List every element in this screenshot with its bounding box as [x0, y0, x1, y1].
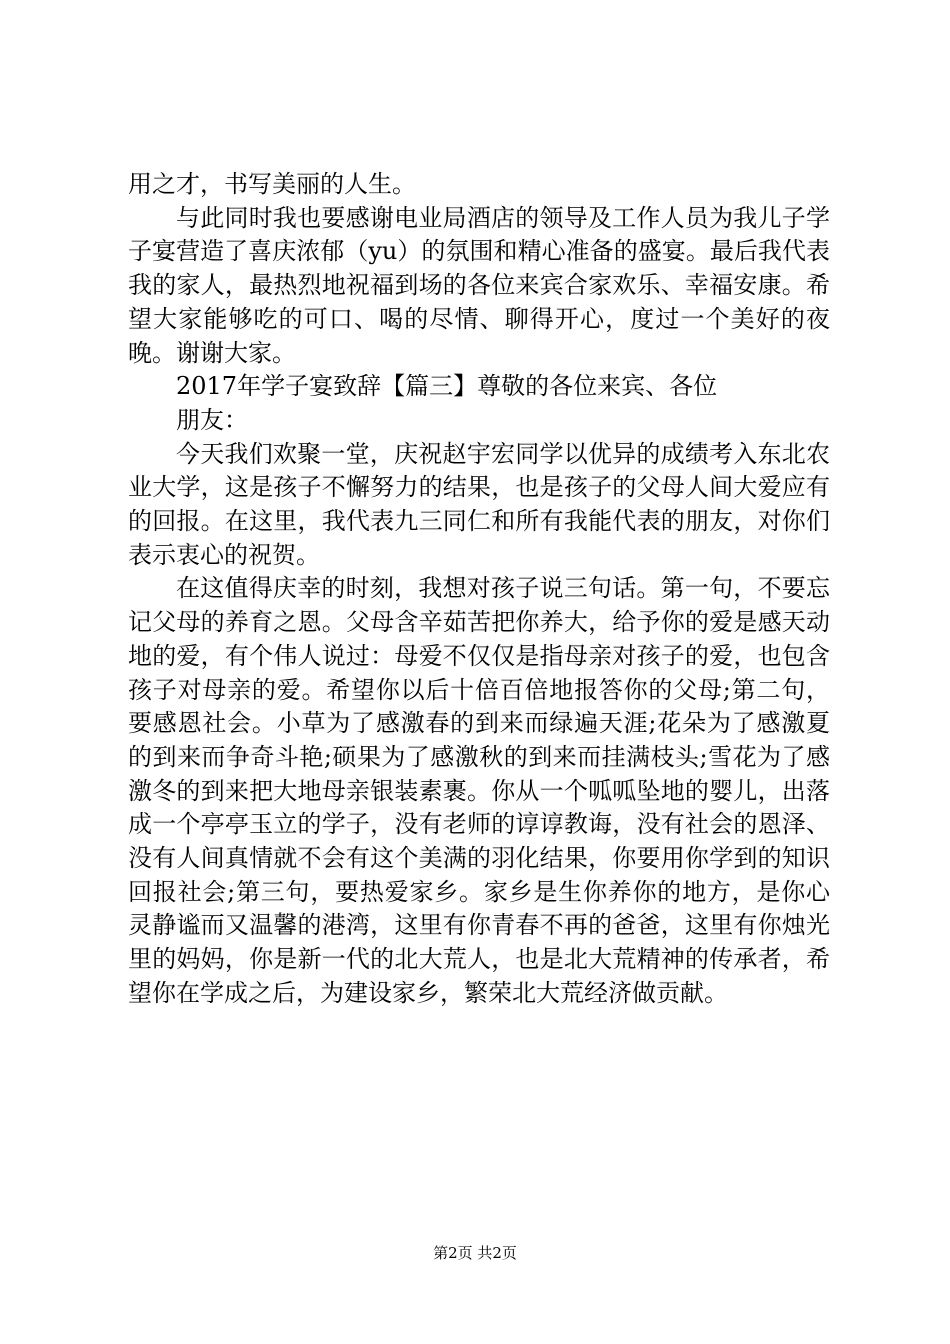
section-heading: 2017年学子宴致辞【篇三】尊敬的各位来宾、各位: [176, 372, 718, 401]
paragraph-thanks: 与此同时我也要感谢电业局酒店的领导及工作人员为我儿子学子宴营造了喜庆浓郁（yu）的氛围和精心准备的盛宴。最后我代表我的家人，最热烈地祝福到场的各位来宾合家欢乐、幸福安康。希望大家能够吃的可口、喝的尽情、聊得开心，度过一个美好的夜晚。谢谢大家。: [128, 203, 830, 367]
paragraph-celebration: 今天我们欢聚一堂，庆祝赵宇宏同学以优异的成绩考入东北农业大学，这是孩子不懈努力的结果，也是孩子的父母人间大爱应有的回报。在这里，我代表九三同仁和所有我能代表的朋友，对你们表示衷心的祝贺。: [128, 439, 830, 569]
paragraph-three-words: 在这值得庆幸的时刻，我想对孩子说三句话。第一句，不要忘记父母的养育之恩。父母含辛茹苦把你养大，给予你的爱是感天动地的爱，有个伟人说过：母爱不仅仅是指母亲对孩子的爱，也包含孩子对母亲的爱。希望你以后十倍百倍地报答你的父母;第二句，要感恩社会。小草为了感激春的到来而绿遍天涯;花朵为了感激夏的到来而争奇斗艳;硕果为了感激秋的到来而挂满枝头;雪花为了感激冬的到来把大地母亲银装素裹。你从一个呱呱坠地的婴儿，出落成一个亭亭玉立的学子，没有老师的谆谆教诲，没有社会的恩泽、没有人间真情就不会有这个美满的羽化结果，你要用你学到的知识回报社会;第三句，要热爱家乡。家乡是生你养你的地方，是你心灵静谧而又温馨的港湾，这里有你青春不再的爸爸，这里有你烛光里的妈妈，你是新一代的北大荒人，也是北大荒精神的传承者，希望你在学成之后，为建设家乡，繁荣北大荒经济做贡献。: [128, 574, 830, 1007]
page-number-footer: 第2页 共2页: [433, 1244, 517, 1262]
document-body: [128, 168, 830, 1011]
salutation: 朋友：: [176, 405, 248, 434]
paragraph-continuation: 用之才，书写美丽的人生。: [128, 170, 416, 198]
